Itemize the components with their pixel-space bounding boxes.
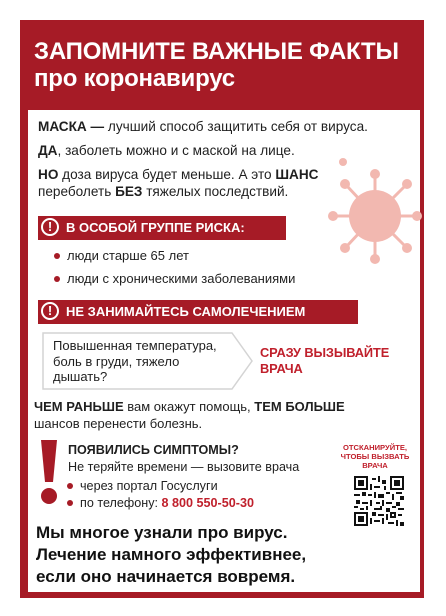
scan-line: ВРАЧА [362, 461, 388, 470]
self-treatment-heading: НЕ ЗАНИМАЙТЕСЬ САМОЛЕЧЕНИЕМ [66, 304, 306, 319]
scan-instruction [336, 443, 414, 470]
qr-code[interactable] [354, 476, 404, 526]
mask-rest: лучший способ защитить себя от вируса. [104, 119, 368, 134]
callout-line: СРАЗУ ВЫЗЫВАЙТЕ [260, 345, 390, 360]
yes-bold: ДА [38, 143, 58, 158]
mask-bold: МАСКА — [38, 119, 105, 134]
risk-item: люди старше 65 лет [67, 248, 189, 263]
symptoms-question [53, 338, 217, 385]
title-line-2: про коронавирус [34, 65, 235, 92]
scan-line: ЧТОБЫ ВЫЗВАТЬ [340, 452, 410, 461]
symptoms-line: боль в груди, тяжело [53, 353, 180, 369]
footer-statement [36, 522, 306, 588]
risk-heading: В ОСОБОЙ ГРУППЕ РИСКА: [66, 220, 245, 235]
earlier-bold: ЧЕМ РАНЬШЕ [34, 399, 124, 414]
yes-line [38, 142, 295, 159]
mask-line [38, 118, 368, 135]
symptoms-line: дышать? [53, 369, 108, 384]
exclamation-icon: ! [41, 218, 59, 236]
without-rest: тяжелых последствий. [142, 184, 289, 199]
call-doctor-callout [260, 345, 389, 377]
symptoms-heading: ПОЯВИЛИСЬ СИМПТОМЫ? [68, 443, 239, 457]
symptoms-sub: Не теряйте времени — вызовите врача [68, 460, 300, 474]
yes-rest: , заболеть можно и с маской на лице. [57, 143, 295, 158]
without-line [38, 183, 288, 200]
self-treatment-banner [38, 300, 358, 324]
content-panel [28, 110, 420, 592]
phone-label: по телефону: [80, 496, 162, 510]
but-bold: НО [38, 167, 59, 182]
scan-line: ОТСКАНИРУЙТЕ, [342, 443, 408, 452]
poster [6, 4, 438, 610]
poster-title [34, 38, 414, 92]
symptoms-line: Повышенная температура, [53, 338, 217, 353]
title-line-1: ЗАПОМНИТЕ ВАЖНЫЕ ФАКТЫ [34, 38, 399, 65]
earlier-rest: вам окажут помощь, [123, 399, 255, 414]
portal-item: через портал Госуслуги [80, 479, 218, 493]
phone-item [80, 495, 254, 511]
phone-number: 8 800 550-50-30 [161, 496, 254, 510]
without-start: переболеть [38, 184, 116, 199]
risk-item: люди с хроническими заболеваниями [67, 271, 296, 286]
risk-banner [38, 216, 286, 240]
footer-line: если оно начинается вовремя. [36, 567, 296, 586]
footer-line: Мы многое узнали про вирус. [36, 523, 288, 542]
more-bold: ТЕМ БОЛЬШЕ [254, 399, 345, 414]
but-rest: доза вируса будет меньше. А это [58, 167, 276, 182]
earlier-line-2: шансов перенести болезнь. [34, 416, 203, 431]
virus-icon [323, 154, 423, 274]
earlier-line [34, 398, 345, 415]
warning-exclamation-icon [38, 440, 60, 506]
but-line [38, 166, 318, 183]
footer-line: Лечение намного эффективнее, [36, 545, 307, 564]
callout-line: ВРАЧА [260, 361, 303, 376]
chance-bold: ШАНС [275, 167, 319, 182]
exclamation-icon: ! [41, 302, 59, 320]
without-bold: БЕЗ [115, 184, 143, 199]
